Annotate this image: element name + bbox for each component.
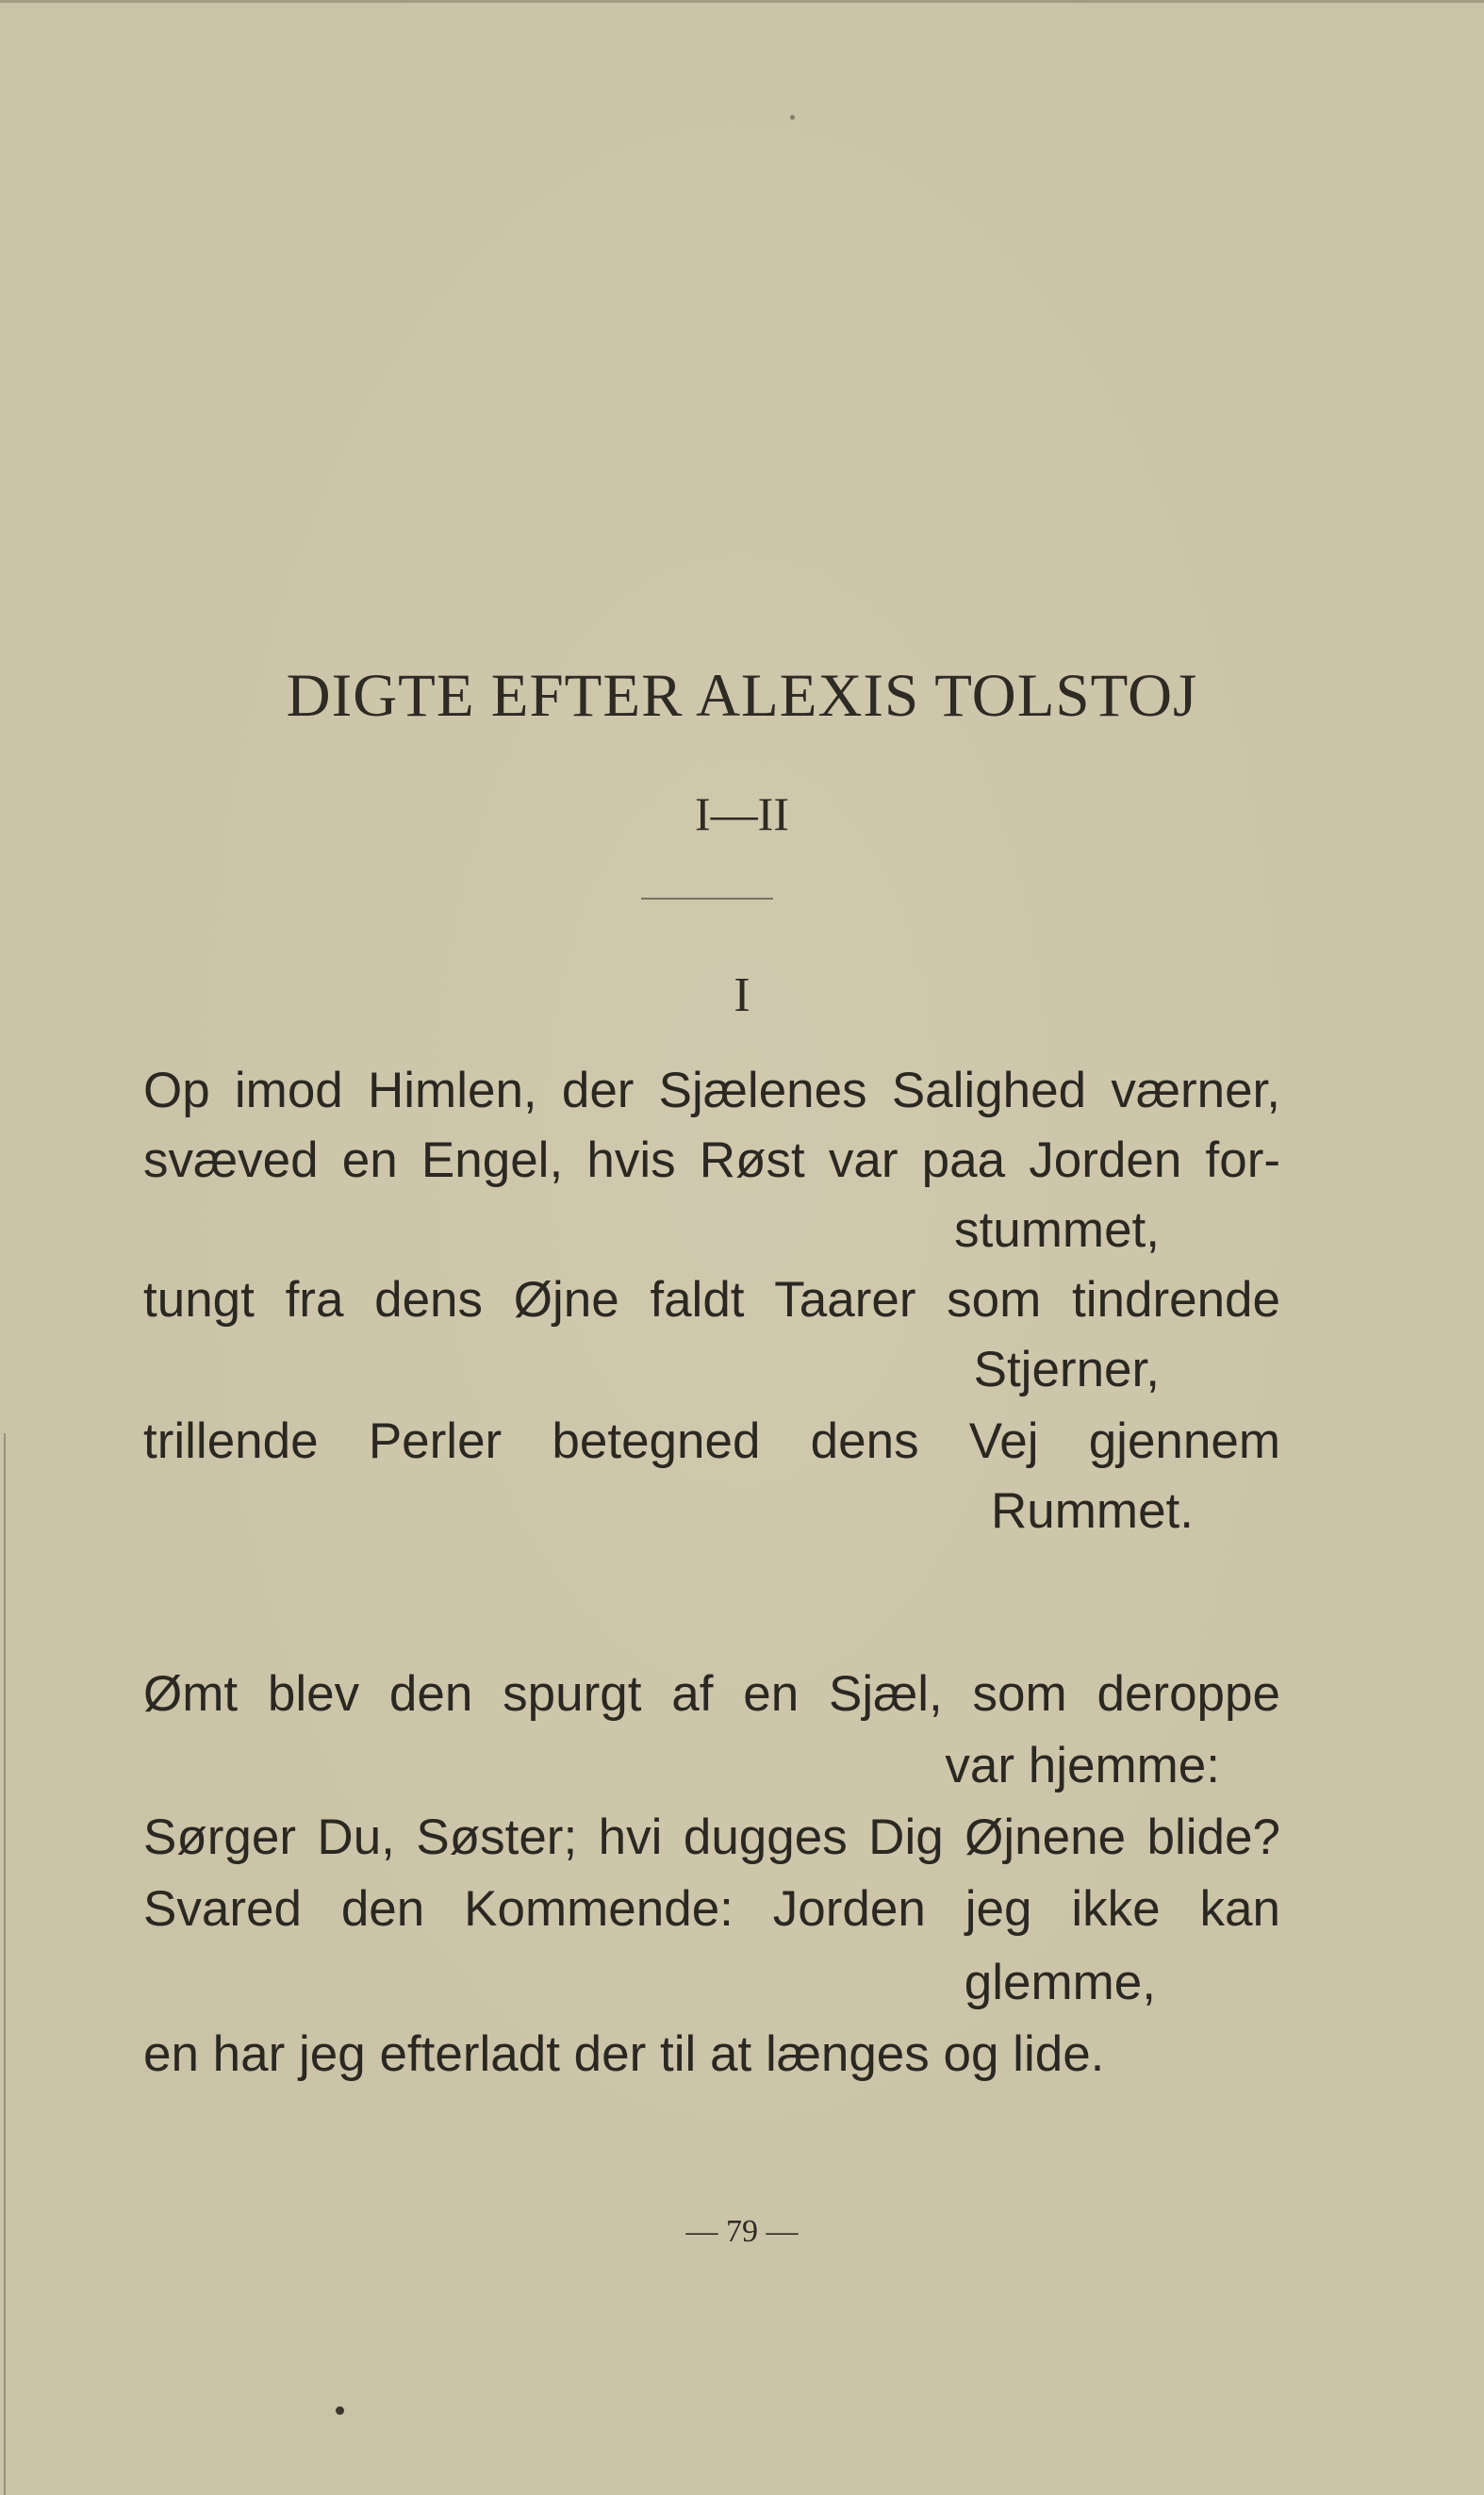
- verse-line: Op imod Himlen, der Sjælenes Salighed værner,: [143, 1063, 1280, 1118]
- poem-collection-title: DIGTE EFTER ALEXIS TOLSTOJ: [286, 662, 1198, 730]
- verse-line-continuation: Rummet.: [991, 1483, 1194, 1539]
- page-binding-edge: [4, 1433, 6, 2495]
- page-number: — 79 —: [685, 2214, 799, 2249]
- verse-line-continuation: stummet,: [954, 1202, 1160, 1258]
- verse-line: Ømt blev den spurgt af en Sjæl, som deroppe: [143, 1666, 1280, 1722]
- verse-line: en har jeg efterladt der til at længes og lide.: [143, 2026, 1105, 2082]
- title-divider: [641, 898, 773, 900]
- page-top-edge: [0, 0, 1484, 3]
- section-number: I: [734, 968, 750, 1022]
- verse-line: Svared den Kommende: Jorden jeg ikke kan: [143, 1881, 1280, 1937]
- verse-line: Sørger Du, Søster; hvi dugges Dig Øjnene blide?: [143, 1809, 1280, 1865]
- paper-speck: [336, 2406, 344, 2415]
- verse-line-continuation: glemme,: [964, 1955, 1156, 2010]
- poem-range: I—II: [695, 787, 789, 840]
- verse-line: tungt fra dens Øjne faldt Taarer som tindrende: [143, 1272, 1280, 1328]
- paper-speck: [790, 115, 795, 120]
- verse-line: trillende Perler betegned dens Vej gjennem: [143, 1413, 1280, 1469]
- verse-line-continuation: Stjerner,: [973, 1342, 1160, 1397]
- verse-line: svæved en Engel, hvis Røst var paa Jorden for-: [143, 1132, 1280, 1188]
- verse-line-continuation: var hjemme:: [945, 1738, 1220, 1793]
